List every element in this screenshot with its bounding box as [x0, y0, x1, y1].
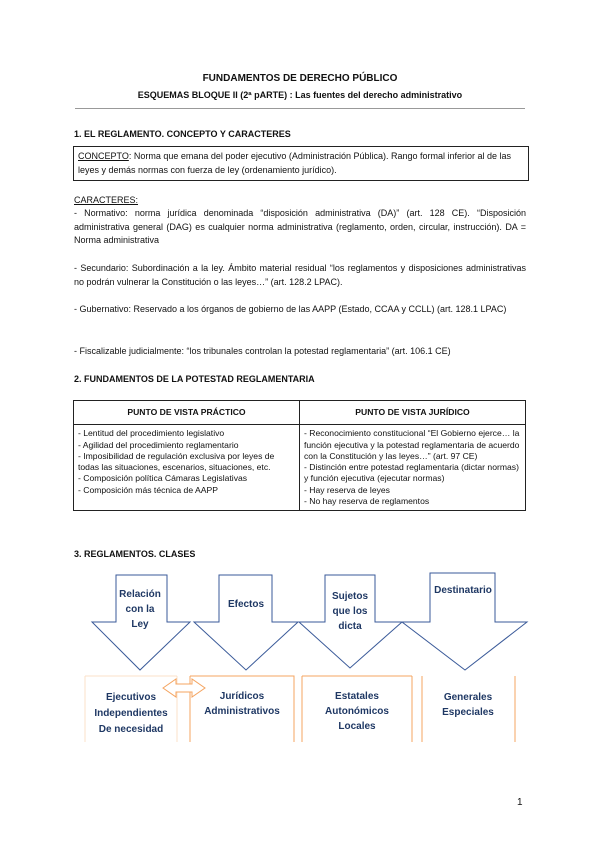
doc-title: FUNDAMENTOS DE DERECHO PÚBLICO	[202, 73, 398, 84]
concepto-text: : Norma que emana del poder ejecutivo (Administración Pública). Rango formal inferior al de las leyes y demás normas con fuerza de ley (ordenamiento jurídico).	[78, 151, 512, 175]
diagram-label: Ley	[131, 619, 149, 630]
diagram-label: Administrativos	[204, 706, 280, 717]
diagram-label: Generales	[443, 692, 493, 703]
doc-subtitle: ESQUEMAS BLOQUE II (2ª pARTE) : Las fuentes del derecho administrativo	[137, 90, 463, 100]
double-arrow-icon	[163, 679, 205, 697]
diagram-label: Estatales	[335, 691, 379, 702]
diagram-label: Sujetos	[331, 591, 369, 602]
list-item: - Composición política Cámaras Legislativas	[78, 473, 248, 484]
table-cell	[300, 425, 526, 511]
table-cell	[74, 425, 300, 511]
clases-diagram	[70, 560, 540, 750]
diagram-label: Ejecutivos	[105, 692, 157, 703]
diagram-label: Independientes	[94, 708, 168, 719]
diagram-label: Relación	[119, 589, 161, 600]
diagram-label: Locales	[338, 721, 376, 732]
caracter-item: - Normativo: norma jurídica denominada “disposición administrativa (DA)” (art. 128 CE). “Disposición administrativa general (DAG) es cualquier norma administrativa (reglamento, orden, circular, instrucción). DA = Norma administrativa	[74, 208, 526, 245]
fundamentos-table	[73, 400, 526, 511]
diagram-label: dicta	[338, 621, 362, 632]
concepto-box	[73, 146, 529, 181]
caracter-item: - Fiscalizable judicialmente: “los tribunales controlan la potestad reglamentaria” (art. 106.1 CE)	[74, 346, 451, 356]
list-item: - Reconocimiento constitucional “El Gobierno ejerce… la función ejecutiva y la potestad reglamentaria de acuerdo con la Constitución y las leyes…” (art. 97 CE)	[304, 428, 520, 461]
list-item: - Distinción entre potestad reglamentaria (dictar normas) y función ejecutiva (ejecutar normas)	[304, 462, 519, 484]
table-header: PUNTO DE VISTA PRÁCTICO	[74, 401, 300, 425]
list-item: - No hay reserva de reglamentos	[304, 496, 430, 507]
list-item: - Hay reserva de leyes	[304, 484, 390, 495]
caracter-item: - Gubernativo: Reservado a los órganos de gobierno de las AAPP (Estado, CCAA y CCLL) (art. 128.1 LPAC)	[74, 304, 507, 314]
section-1-heading: 1. EL REGLAMENTO. CONCEPTO Y CARACTERES	[74, 129, 291, 139]
diagram-label: Especiales	[442, 707, 494, 718]
diagram-label: Efectos	[227, 599, 265, 610]
diagram-label: Jurídicos	[219, 691, 265, 702]
diagram-label: Destinatario	[434, 585, 492, 596]
diagram-label: Autonómicos	[325, 706, 389, 717]
section-3-heading: 3. REGLAMENTOS. CLASES	[74, 549, 196, 559]
caracteres-label-text: CARACTERES:	[74, 195, 139, 205]
list-item: - Composición más técnica de AAPP	[78, 484, 218, 495]
diagram-label: que los	[332, 606, 368, 617]
list-item: - Lentitud del procedimiento legislativo	[78, 428, 225, 439]
diagram-label: De necesidad	[98, 724, 164, 735]
arrow-shape	[194, 575, 298, 670]
concepto-label: CONCEPTO	[78, 151, 129, 161]
caracter-item: - Secundario: Subordinación a la ley. Ámbito material residual “los reglamentos y disposiciones administrativas no podrán vulnerar la Constitución o las leyes…” (art. 128.2 LPAC).	[74, 263, 526, 287]
section-2-heading: 2. FUNDAMENTOS DE LA POTESTAD REGLAMENTARIA	[74, 374, 315, 384]
diagram-label: con la	[125, 604, 155, 615]
caracteres-label	[74, 194, 526, 208]
page-number: 1	[517, 797, 523, 808]
list-item: - Imposibilidad de regulación exclusiva por leyes de todas las situaciones, escenarios, situaciones, etc.	[78, 450, 275, 473]
list-item: - Agilidad del procedimiento reglamentario	[78, 439, 239, 450]
divider	[75, 108, 525, 109]
table-header: PUNTO DE VISTA JURÍDICO	[300, 401, 526, 425]
